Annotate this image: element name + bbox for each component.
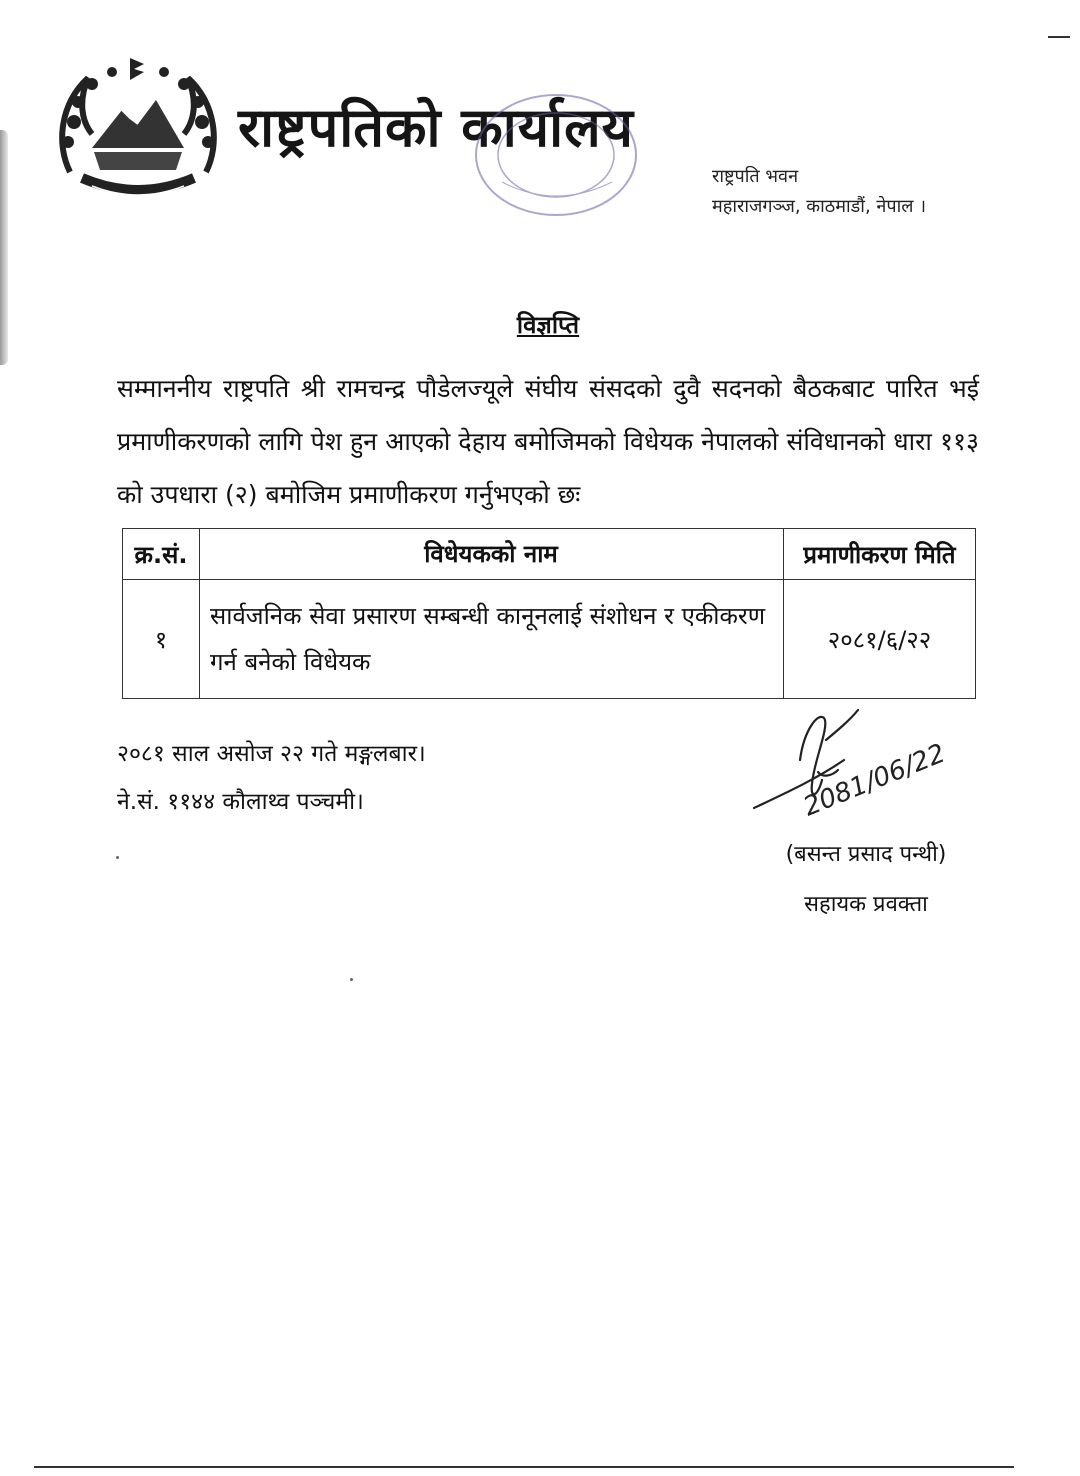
- address-line-building: राष्ट्रपति भवन: [712, 166, 799, 187]
- ns-date-line: ने.सं. ११४४ कौलाथ्व पञ्चमी।: [117, 789, 364, 815]
- signatory-title: सहायक प्रवक्ता: [804, 892, 928, 917]
- table-row: [123, 580, 976, 699]
- header-cert-date: प्रमाणीकरण मिति: [784, 529, 976, 580]
- row-cert-date: २०८१/६/२२: [784, 580, 976, 699]
- bills-table: [122, 528, 976, 699]
- corner-mark: [1048, 36, 1070, 38]
- office-stamp-icon: [472, 90, 640, 220]
- signature-date: 2081/06/22: [799, 738, 950, 823]
- row-serial: १: [123, 580, 200, 699]
- address-line-city: महाराजगञ्ज, काठमाडौं, नेपाल ।: [712, 196, 927, 217]
- notice-body: सम्माननीय राष्ट्रपति श्री रामचन्द्र पौडेलज्यूले संघीय संसदको दुवै सदनको बैठकबाट पारित भई प्रमाणीकरणको लागि पेश हुन आएको देहाय बमोजिमको विधेयक नेपालको संविधानको धारा ११३ को उपधारा (२) बमोजिम प्रमाणीकरण गर्नुभएको छः: [117, 374, 979, 509]
- row-bill-name: सार्वजनिक सेवा प्रसारण सम्बन्धी कानूनलाई संशोधन र एकीकरण गर्न बनेको विधेयक: [200, 580, 784, 699]
- signatory-name: (बसन्त प्रसाद पन्थी): [785, 842, 947, 867]
- bs-date-line: २०८१ साल असोज २२ गते मङ्गलबार।: [117, 741, 426, 767]
- nepal-emblem-icon: [52, 52, 224, 212]
- paper-speck: [116, 856, 119, 859]
- paper-speck: [350, 978, 353, 981]
- issue-dates: [117, 730, 426, 826]
- office-title: राष्ट्रपतिको कार्यालय: [238, 96, 634, 159]
- signatory-block: [768, 830, 964, 930]
- header-serial: क्र.सं.: [123, 529, 200, 580]
- handwritten-signature: [748, 700, 978, 840]
- table-header-row: [123, 529, 976, 580]
- notice-heading: विज्ञप्ति: [516, 311, 580, 339]
- office-address: [712, 162, 926, 222]
- header-bill-name: विधेयकको नाम: [200, 529, 784, 580]
- footer-rule: [34, 1466, 1014, 1468]
